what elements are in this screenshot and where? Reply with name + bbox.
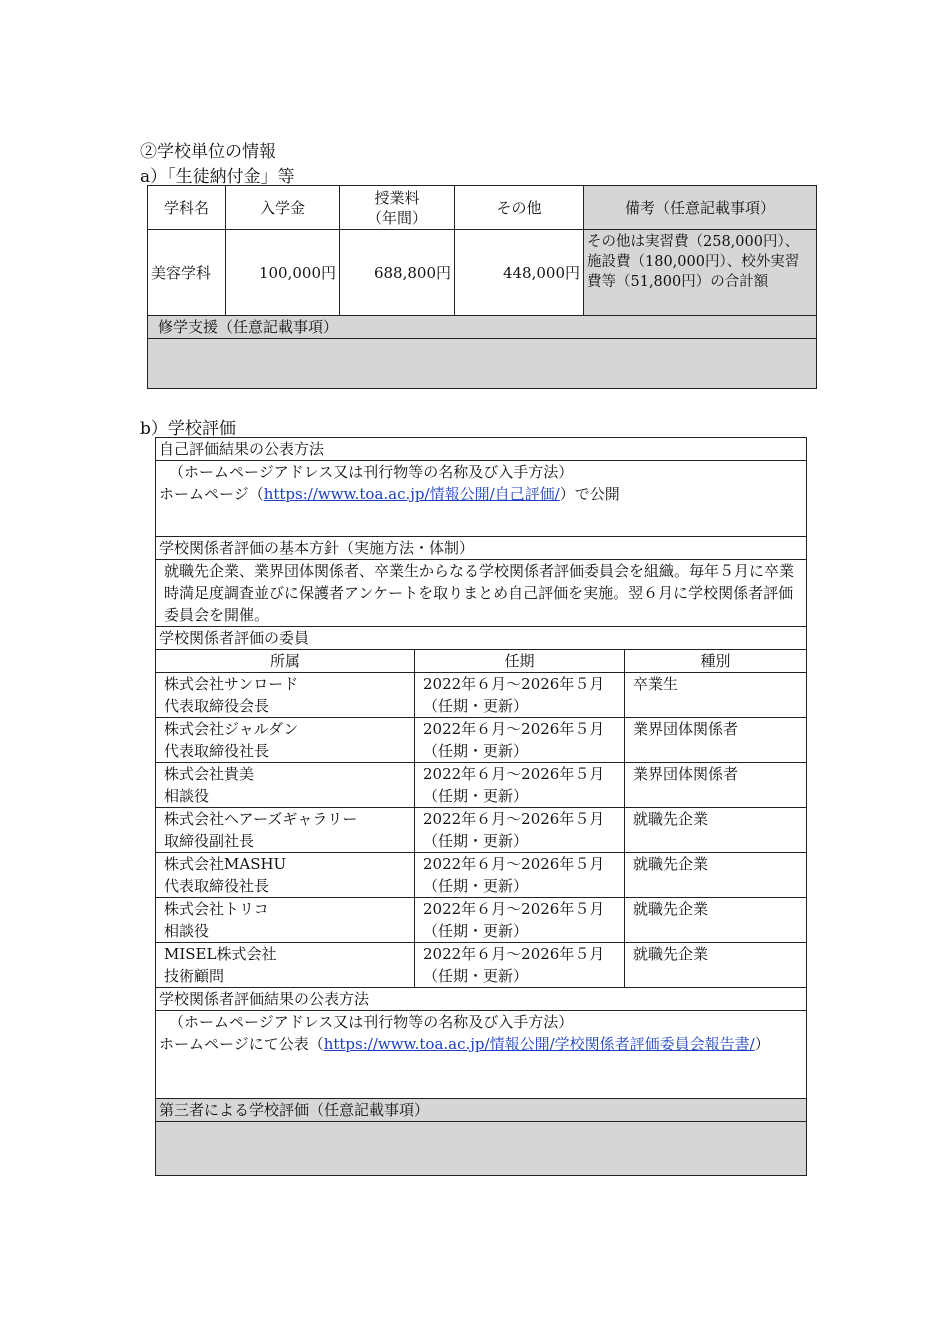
member-type: 業界団体関係者 — [625, 763, 807, 808]
self-eval-body — [156, 461, 807, 537]
stake-result-text — [159, 1035, 770, 1053]
member-term-note: （任期・更新） — [423, 742, 529, 760]
policy-title: 学校関係者評価の基本方針（実施方法・体制） — [156, 537, 807, 560]
stake-result-suffix: ） — [754, 1035, 770, 1053]
other-cell: 448,000円 — [455, 230, 584, 316]
member-term-note: （任期・更新） — [423, 922, 529, 940]
member-term-range: 2022年６月～2026年５月 — [423, 720, 605, 738]
term-header: 任期 — [415, 650, 625, 673]
members-title: 学校関係者評価の委員 — [156, 627, 807, 650]
remarks-header: 備考（任意記載事項） — [584, 186, 817, 230]
self-eval-suffix: ）で公開 — [559, 485, 620, 503]
admission-header: 入学金 — [226, 186, 340, 230]
member-term-note: （任期・更新） — [423, 832, 529, 850]
member-role: 相談役 — [164, 787, 210, 805]
stake-result-title: 学校関係者評価結果の公表方法 — [156, 988, 807, 1011]
admission-cell: 100,000円 — [226, 230, 340, 316]
self-eval-note: （ホームページアドレス又は刊行物等の名称及び入手方法） — [169, 463, 574, 481]
tuition-cell: 688,800円 — [340, 230, 455, 316]
evaluation-table — [155, 437, 807, 1176]
support-label: 修学支援（任意記載事項） — [148, 316, 817, 339]
member-term-range: 2022年６月～2026年５月 — [423, 810, 605, 828]
member-affiliation — [156, 673, 415, 718]
member-term — [415, 943, 625, 988]
member-org: 株式会社ヘアーズギャラリー — [164, 810, 358, 828]
member-type: 就職先企業 — [625, 898, 807, 943]
member-term-range: 2022年６月～2026年５月 — [423, 855, 605, 873]
third-party-title: 第三者による学校評価（任意記載事項） — [156, 1099, 807, 1122]
fees-data-row — [148, 230, 817, 316]
member-term — [415, 853, 625, 898]
member-type: 就職先企業 — [625, 808, 807, 853]
tuition-header: 授業料 （年間） — [340, 186, 455, 230]
member-term-range: 2022年６月～2026年５月 — [423, 765, 605, 783]
member-type: 就職先企業 — [625, 943, 807, 988]
member-term-note: （任期・更新） — [423, 787, 529, 805]
member-org: 株式会社サンロード — [164, 675, 299, 693]
member-role: 相談役 — [164, 922, 210, 940]
member-term-range: 2022年６月～2026年５月 — [423, 945, 605, 963]
member-role: 技術顧問 — [164, 967, 225, 985]
dept-cell: 美容学科 — [148, 230, 226, 316]
member-row — [156, 808, 807, 853]
fees-table — [147, 185, 817, 389]
member-org: 株式会社トリコ — [164, 900, 269, 918]
dept-header: 学科名 — [148, 186, 226, 230]
member-term-note: （任期・更新） — [423, 697, 529, 715]
member-affiliation — [156, 853, 415, 898]
member-type: 業界団体関係者 — [625, 718, 807, 763]
self-eval-text — [159, 485, 620, 503]
third-party-body — [156, 1122, 807, 1176]
stake-result-prefix: ホームページにて公表（ — [159, 1035, 324, 1053]
member-role: 取締役副社長 — [164, 832, 255, 850]
subsection-b-title: b）学校評価 — [140, 419, 236, 439]
remarks-cell: その他は実習費（258,000円）、施設費（180,000円）、校外実習費等（51,800円）の合計額 — [584, 230, 817, 316]
member-term — [415, 718, 625, 763]
member-affiliation — [156, 718, 415, 763]
member-row — [156, 943, 807, 988]
support-title-row — [148, 316, 817, 339]
member-row — [156, 718, 807, 763]
member-row — [156, 673, 807, 718]
member-org: 株式会社貴美 — [164, 765, 255, 783]
member-term — [415, 673, 625, 718]
member-role: 代表取締役社長 — [164, 742, 270, 760]
support-body-row — [148, 339, 817, 389]
member-org: 株式会社MASHU — [164, 855, 287, 873]
member-type: 卒業生 — [625, 673, 807, 718]
affiliation-header: 所属 — [156, 650, 415, 673]
member-term — [415, 898, 625, 943]
member-affiliation — [156, 763, 415, 808]
self-eval-prefix: ホームページ（ — [159, 485, 264, 503]
member-term-note: （任期・更新） — [423, 967, 529, 985]
member-term-range: 2022年６月～2026年５月 — [423, 900, 605, 918]
member-row — [156, 853, 807, 898]
self-eval-link[interactable]: https://www.toa.ac.jp/情報公開/自己評価/ — [263, 485, 560, 503]
support-body — [148, 339, 817, 389]
member-role: 代表取締役会長 — [164, 697, 270, 715]
member-affiliation — [156, 943, 415, 988]
member-term-range: 2022年６月～2026年５月 — [423, 675, 605, 693]
type-header: 種別 — [625, 650, 807, 673]
member-affiliation — [156, 808, 415, 853]
member-role: 代表取締役社長 — [164, 877, 270, 895]
member-term — [415, 808, 625, 853]
member-term-note: （任期・更新） — [423, 877, 529, 895]
stake-result-note: （ホームページアドレス又は刊行物等の名称及び入手方法） — [169, 1013, 574, 1031]
stake-result-body — [156, 1011, 807, 1099]
policy-text: 就職先企業、業界団体関係者、卒業生からなる学校関係者評価委員会を組織。毎年５月に卒業時満足度調査並びに保護者アンケートを取りまとめ自己評価を実施。翌６月に学校関係者評価委員会を開催。 — [156, 560, 807, 627]
section-title: ②学校単位の情報 — [140, 142, 276, 162]
members-header-row — [156, 650, 807, 673]
other-header: その他 — [455, 186, 584, 230]
member-affiliation — [156, 898, 415, 943]
member-row — [156, 898, 807, 943]
member-row — [156, 763, 807, 808]
member-org: 株式会社ジャルダン — [164, 720, 299, 738]
subsection-a-title: a）「生徒納付金」等 — [140, 167, 295, 187]
stake-result-link[interactable]: https://www.toa.ac.jp/情報公開/学校関係者評価委員会報告書/ — [323, 1035, 755, 1053]
fees-header-row — [148, 186, 817, 230]
member-term — [415, 763, 625, 808]
self-eval-title: 自己評価結果の公表方法 — [156, 438, 807, 461]
member-type: 就職先企業 — [625, 853, 807, 898]
member-org: MISEL株式会社 — [164, 945, 277, 963]
